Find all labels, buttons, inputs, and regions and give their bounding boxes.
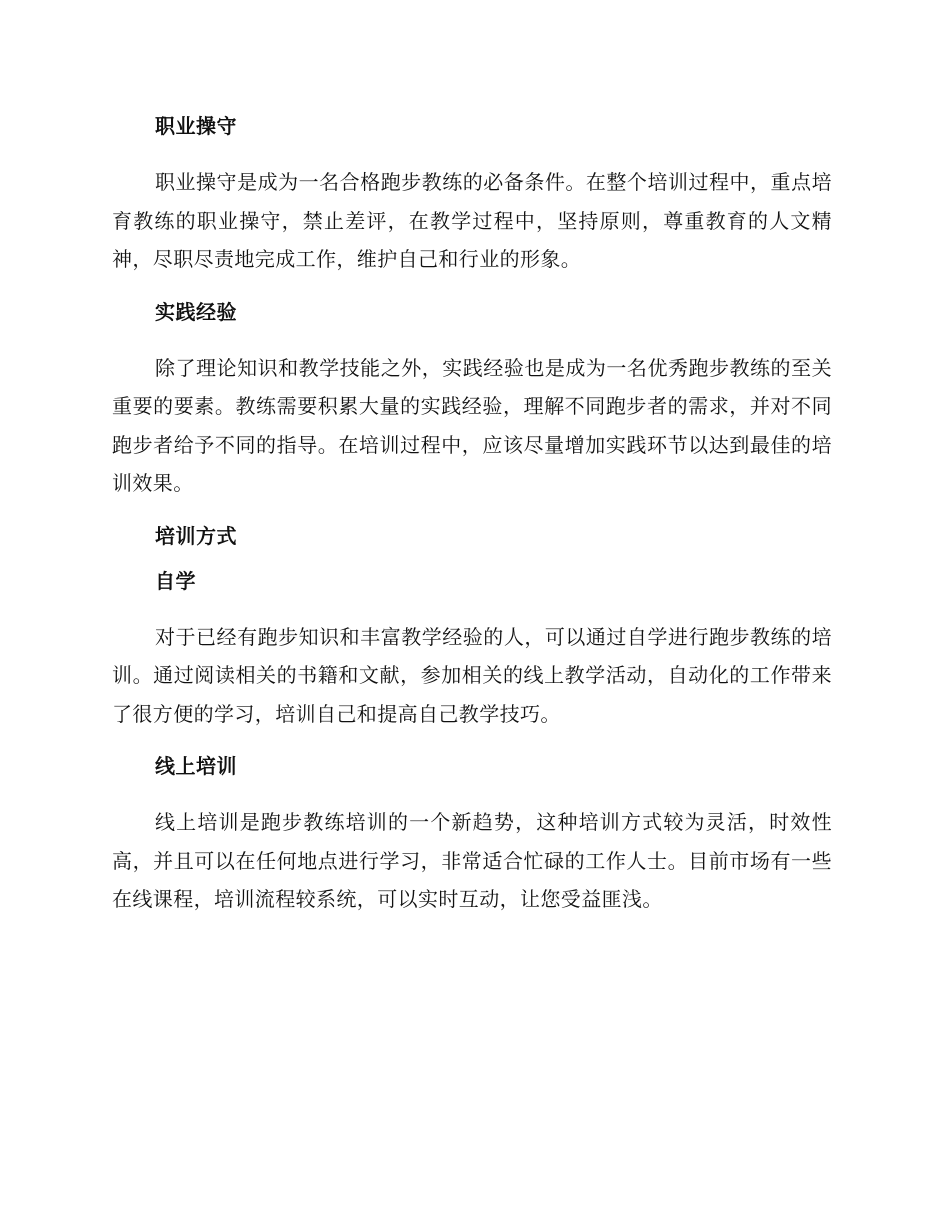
document-content: [112, 110, 832, 936]
section-body-practical-experience: 除了理论知识和教学技能之外，实践经验也是成为一名优秀跑步教练的至关重要的要素。教练需要积累大量的实践经验，理解不同跑步者的需求，并对不同跑步者给予不同的指导。在培训过程中，应该尽量增加实践环节以达到最佳的培训效果。: [112, 355, 832, 495]
section-heading-professional-ethics: 职业操守: [155, 114, 237, 138]
section-body-professional-ethics: 职业操守是成为一名合格跑步教练的必备条件。在整个培训过程中，重点培育教练的职业操守，禁止差评，在教学过程中，坚持原则，尊重教育的人文精神，尽职尽责地完成工作，维护自己和行业的形象。: [112, 170, 832, 271]
section-heading-training-methods: 培训方式: [155, 523, 237, 548]
section-body-online-training: 线上培训是跑步教练培训的一个新趋势，这种培训方式较为灵活，时效性高，并且可以在任何地点进行学习，非常适合忙碌的工作人士。目前市场有一些在线课程，培训流程较系统，可以实时互动，让您受益匪浅。: [112, 810, 832, 911]
section-heading-online-training: 线上培训: [155, 754, 237, 778]
section-body-self-study: 对于已经有跑步知识和丰富教学经验的人，可以通过自学进行跑步教练的培训。通过阅读相关的书籍和文献，参加相关的线上教学活动，自动化的工作带来了很方便的学习，培训自己和提高自己教学技巧。: [112, 624, 832, 726]
section-heading-practical-experience: 实践经验: [155, 299, 237, 324]
section-heading-self-study: 自学: [155, 568, 196, 593]
